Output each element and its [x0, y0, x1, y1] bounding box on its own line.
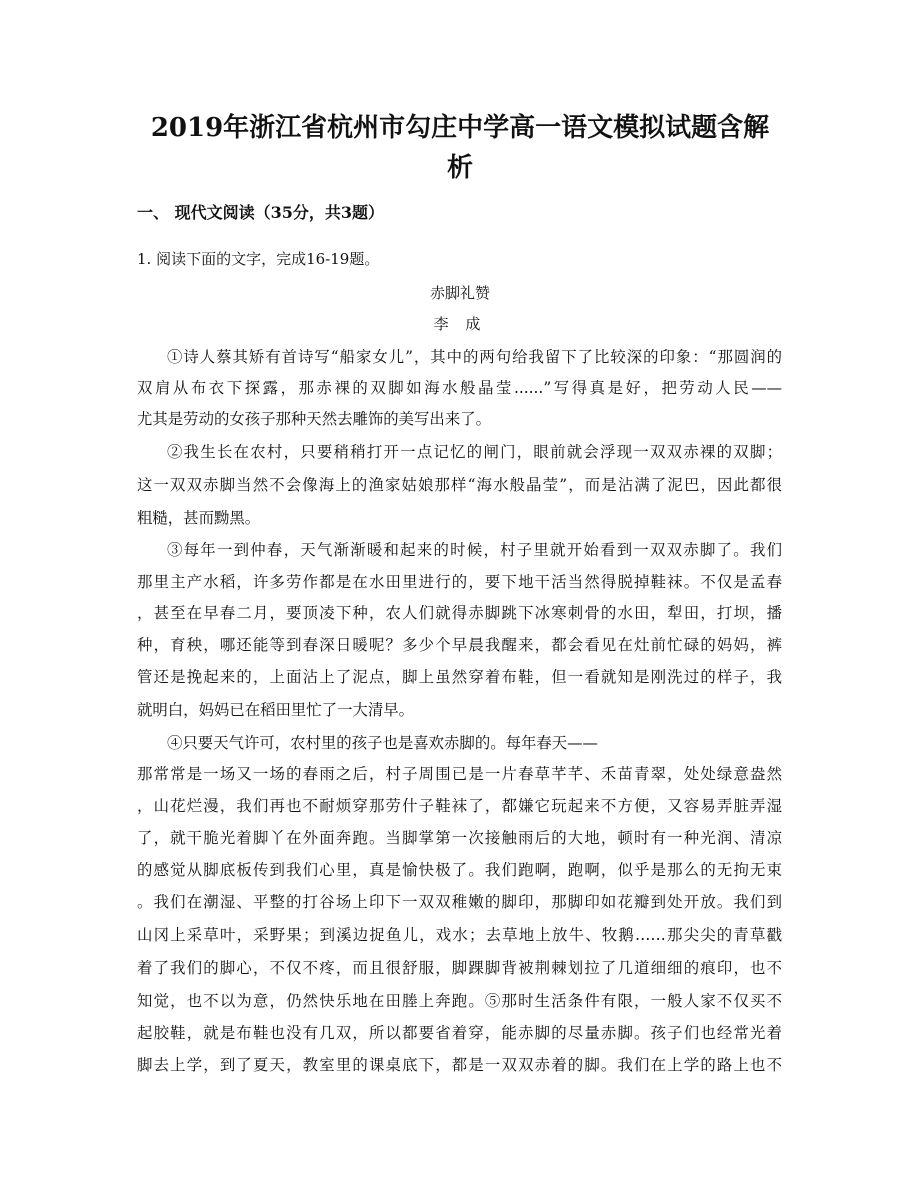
text-line: 脚去上学，到了夏天，教室里的课桌底下，都是一双双赤着的脚。我们在上学的路上也不	[137, 1056, 782, 1074]
text-line: ，甚至在早春二月，要顶凌下种，农人们就得赤脚跳下冰寒刺骨的水田，犁田，打坝，播	[137, 604, 782, 622]
text-line: 起胶鞋，就是布鞋也没有几双，所以都要省着穿，能赤脚的尽量赤脚。孩子们也经常光着	[137, 1024, 782, 1042]
text-line: 就明白，妈妈已在稻田里忙了一大清早。	[137, 701, 415, 719]
text-line: 那常常是一场又一场的春雨之后，村子周围已是一片春草芊芊、禾苗青翠，处处绿意盎然	[137, 765, 782, 783]
text-line: 那里主产水稻，许多劳作都是在水田里进行的，要下地干活当然得脱掉鞋袜。不仅是孟春	[137, 573, 782, 591]
text-line: ②我生长在农村，只要稍稍打开一点记忆的闸门，眼前就会浮现一双双赤裸的双脚；	[167, 443, 782, 461]
text-line: ③每年一到仲春，天气渐渐暖和起来的时候，村子里就开始看到一双双赤脚了。我们	[167, 541, 782, 559]
document-title	[130, 108, 790, 188]
text-line: 知觉，也不以为意，仍然快乐地在田塍上奔跑。⑤那时生活条件有限，一般人家不仅买不	[137, 992, 782, 1010]
text-line: 管还是挽起来的，上面沾上了泥点，脚上虽然穿着布鞋，但一看就知是刚洗过的样子，我	[137, 668, 782, 686]
text-line: 尤其是劳动的女孩子那种天然去雕饰的美写出来了。	[137, 410, 491, 428]
article-title: 赤脚礼赞	[429, 284, 490, 302]
text-line: 种，育秧，哪还能等到春深日暖呢？多少个早晨我醒来，都会看见在灶前忙碌的妈妈，裤	[137, 636, 782, 654]
document-title-line-1: 2019年浙江省杭州市勾庄中学高一语文模拟试题含解	[150, 113, 770, 143]
text-line: 这一双双赤脚当然不会像海上的渔家姑娘那样“海水般晶莹”，而是沾满了泥巴，因此都很	[137, 476, 782, 494]
question-intro: 1. 阅读下面的文字，完成16-19题。	[137, 250, 380, 268]
text-line: ，山花烂漫，我们再也不耐烦穿那劳什子鞋袜了，都嫌它玩起来不方便，又容易弄脏弄湿	[137, 797, 782, 815]
text-line: 山冈上采草叶，采野果；到溪边捉鱼儿，戏水；去草地上放牛、牧鹅……那尖尖的青草戳	[137, 926, 782, 944]
document-title-line-2: 析	[446, 153, 473, 183]
article-author: 李 成	[433, 315, 487, 333]
text-line: 着了我们的脚心，不仅不疼，而且很舒服，脚踝脚背被荆棘划拉了几道细细的痕印，也不	[137, 959, 782, 977]
text-line: 了，就干脆光着脚丫在外面奔跑。当脚掌第一次接触雨后的大地，顿时有一种光润、清凉	[137, 829, 782, 847]
text-line: 。我们在潮湿、平整的打谷场上印下一双双稚嫩的脚印，那脚印如花瓣到处开放。我们到	[137, 893, 782, 911]
text-line: 的感觉从脚底板传到我们心里，真是愉快极了。我们跑啊，跑啊，似乎是那么的无拘无束	[137, 861, 782, 879]
section-heading: 一、 现代文阅读（35分，共3题）	[137, 203, 384, 222]
text-line: 粗糙，甚而黝黑。	[137, 509, 261, 527]
text-line: 双肩从布衣下探露，那赤裸的双脚如海水般晶莹......”写得真是好，把劳动人民——	[137, 379, 782, 397]
text-line: ④只要天气许可，农村里的孩子也是喜欢赤脚的。每年春天——	[167, 734, 598, 752]
text-line: ①诗人蔡其矫有首诗写“船家女儿”，其中的两句给我留下了比较深的印象：“那圆润的	[167, 348, 782, 366]
